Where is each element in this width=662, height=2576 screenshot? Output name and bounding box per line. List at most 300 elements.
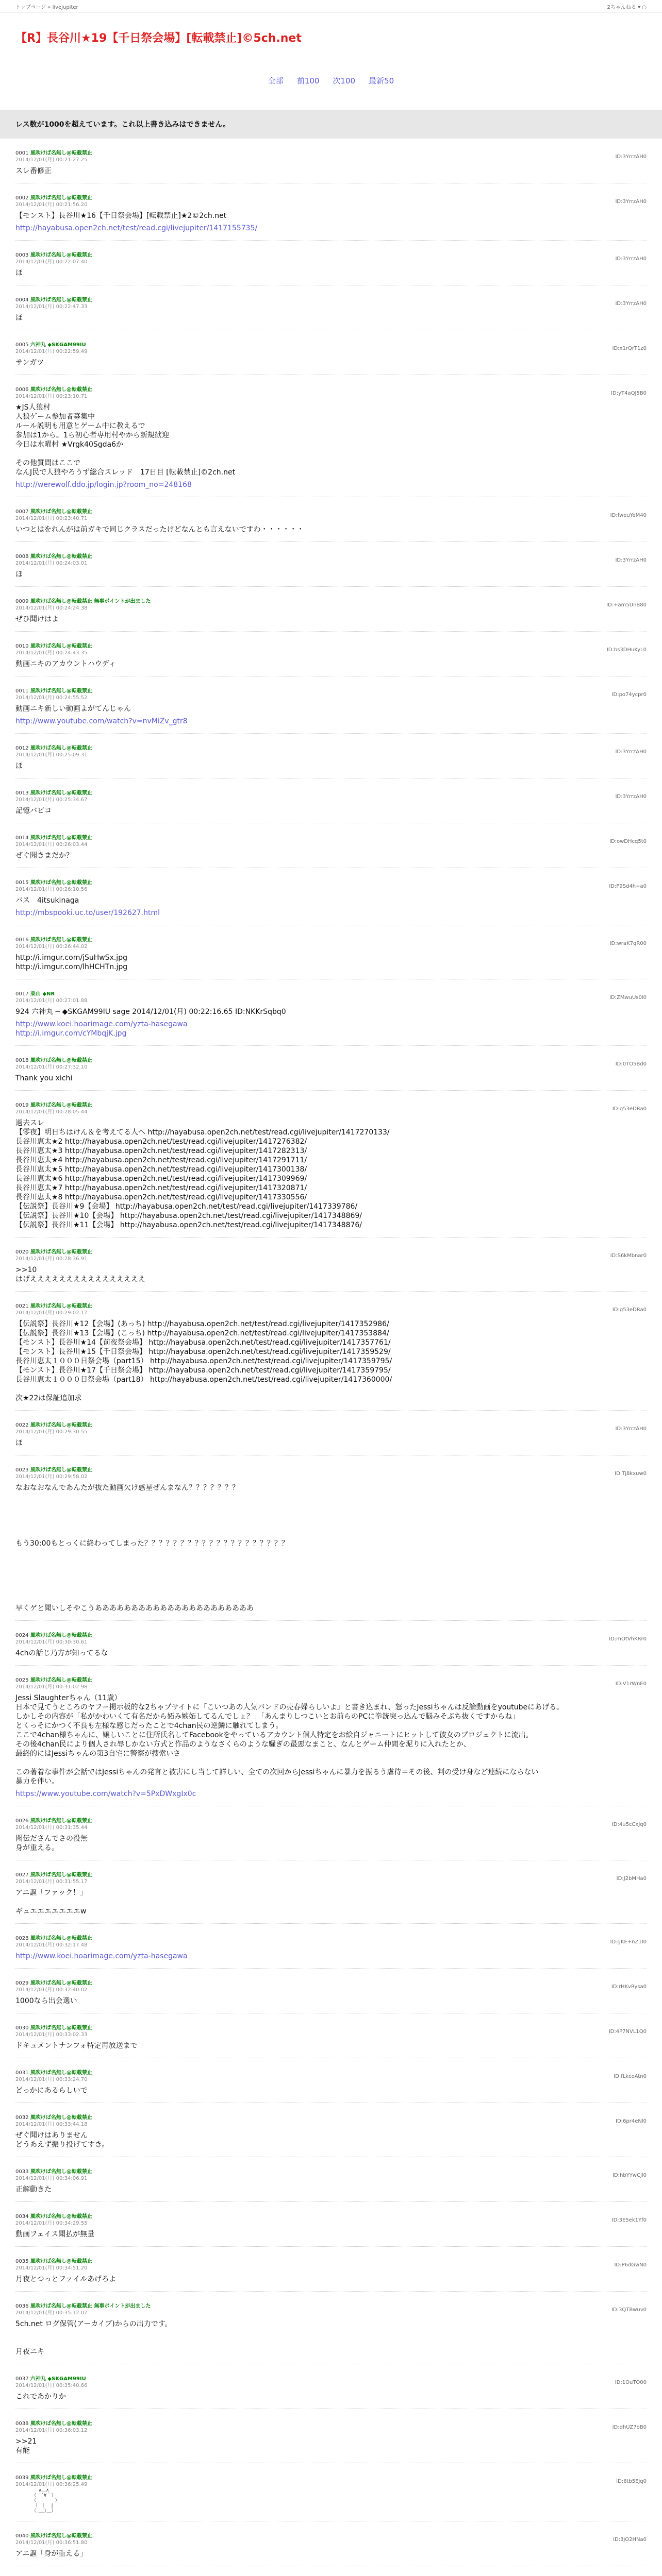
- post-id[interactable]: ID:bs3DHuKyL0: [606, 647, 647, 653]
- post: [15, 252, 647, 285]
- post: [15, 2025, 647, 2058]
- post-date: 2014/12/01(月) 00:36:25.49: [15, 2482, 88, 2487]
- post-body: ほ: [15, 570, 23, 579]
- nav-next100-link[interactable]: 次100: [333, 76, 356, 86]
- post-meta: [15, 2070, 647, 2083]
- post-body: 【伝説祭】長谷川★12【会場】(あっち) http://hayabusa.open2ch.net/test/read.cgi/livejupiter/1417352986/ 【伝説祭】長谷川★13【会場】(こっち) http://hayabusa.open2ch.net/test/read.cgi/livejupiter/1417353884/ 【モンスト】長谷川★14【前夜祭会場】 http://hayabusa.open2ch.net/test/read.cgi/livejupiter/1417357761/ 【モンスト】長谷川★15【千日祭会場】 http://hayabusa.open2ch.net/test/read.cgi/livejupiter/1417359529/ 長谷川恵太１０００日祭会場（part15） http://hayabusa.open2ch.net/test/read.cgi/livejupiter/1417359795/ 【モンスト】長谷川★17【千日祭会場】 http://hayabusa.open2ch.net/test/read.cgi/livejupiter/1417359795/ 長谷川恵太１０００日祭会場（part18） http://hayabusa.open2ch.net/test/read.cgi/livejupiter/1417360000/ 次★22は保証追加求: [15, 1320, 392, 1402]
- post-author: 風吹けば名無し@転載禁止: [28, 509, 92, 515]
- post-date: 2014/12/01(月) 00:31:55.17: [15, 1879, 88, 1885]
- post-meta: [15, 2025, 647, 2038]
- post-body: >>21 有能: [15, 2437, 37, 2455]
- post: [15, 1249, 647, 1292]
- post-number[interactable]: 0011: [15, 688, 29, 694]
- post-id[interactable]: ID:x1rQrT1z0: [612, 346, 647, 351]
- post-meta: [15, 1467, 647, 1480]
- post-number[interactable]: 0031: [15, 2070, 29, 2076]
- post-body: ぜぐ聞きまだか？: [15, 852, 73, 860]
- post: [15, 1467, 647, 1621]
- post-link[interactable]: http://www.koei.hoarimage.com/yzta-hasegawa http://i.imgur.com/cYMbqjK.jpg: [15, 1020, 188, 1038]
- post-author: 風吹けば名無し@転載禁止: [28, 745, 92, 751]
- post: [15, 2475, 647, 2521]
- thread-full-notice: レス数が1000を超えています。これ以上書き込みはできません。: [0, 110, 662, 139]
- post: [15, 1980, 647, 2013]
- post-meta: [15, 1632, 647, 1646]
- post-divider: [15, 2291, 647, 2292]
- post-author: 風吹けば名無し@転載禁止: [28, 688, 92, 694]
- post: [15, 643, 647, 676]
- post: [15, 150, 647, 183]
- post: [15, 688, 647, 734]
- post-meta: [15, 2213, 647, 2227]
- post-date: 2014/12/01(月) 00:33:24.70: [15, 2077, 88, 2082]
- post-id[interactable]: ID:mOtVhKRr0: [609, 1636, 647, 1642]
- post-author: 六神丸 ◆SKGAM99IU: [28, 2376, 86, 2382]
- post-date: 2014/12/01(月) 00:32:17.48: [15, 1942, 88, 1948]
- post: [15, 1935, 647, 1969]
- post-meta: [15, 1303, 647, 1316]
- post-id[interactable]: ID:3YrrzAH0: [615, 557, 647, 563]
- post-divider: [15, 1410, 647, 1411]
- post-divider: [15, 1620, 647, 1621]
- post-author: 風吹けば名無し@転載禁止: [28, 2475, 92, 2481]
- post-body: ぜひ聞けはよ: [15, 615, 59, 623]
- post-meta: [15, 1057, 647, 1071]
- post-divider: [15, 733, 647, 734]
- post-meta: [15, 1422, 647, 1435]
- post-number[interactable]: 0001: [15, 150, 29, 156]
- post-date: 2014/12/01(月) 00:26:44.02: [15, 944, 88, 950]
- post-body: >>10 はげええええええええええええええええ: [15, 1266, 145, 1283]
- post-author: 風吹けば名無し@転載禁止 無事ポイントが出ました: [28, 2303, 151, 2309]
- post-meta: [15, 297, 647, 310]
- post-divider: [15, 631, 647, 632]
- post-id[interactable]: ID:P9Sd4h+a0: [609, 884, 647, 889]
- post: [15, 1872, 647, 1924]
- post-date: 2014/12/01(月) 00:34:06.91: [15, 2176, 88, 2181]
- post-body: ほ: [15, 762, 23, 770]
- post-id[interactable]: ID:fweuYeM40: [610, 513, 647, 518]
- post-author: 風吹けば名無し@転載禁止: [28, 2115, 92, 2121]
- topbar-right-menu[interactable]: 2ちゃんねる ▾ ○: [607, 4, 647, 10]
- post-meta: [15, 688, 647, 701]
- post-id[interactable]: ID:+am5UnB80: [606, 602, 647, 608]
- post-link-wrapper: [15, 221, 647, 233]
- post-link[interactable]: http://www.koei.hoarimage.com/yzta-hasegawa: [15, 1952, 188, 1960]
- post-id[interactable]: ID:wraK7qR00: [609, 941, 647, 946]
- post-meta: [15, 745, 647, 758]
- post-meta: [15, 790, 647, 803]
- post-date: 2014/12/01(月) 00:27:01.88: [15, 998, 88, 1004]
- post-date: 2014/12/01(月) 00:27:32.10: [15, 1064, 88, 1070]
- post-author: 風吹けば名無し@転載禁止: [28, 2533, 92, 2539]
- post: [15, 2376, 647, 2409]
- post-date: 2014/12/01(月) 00:36:51.80: [15, 2540, 88, 2546]
- post-date: 2014/12/01(月) 00:32:40.02: [15, 1987, 88, 1993]
- post-link[interactable]: http://werewolf.ddo.jp/login.jp?room_no=248168: [15, 481, 192, 489]
- post-meta: [15, 509, 647, 522]
- post-meta: [15, 937, 647, 950]
- breadcrumb[interactable]: トップページ » livejupiter: [15, 4, 78, 10]
- post-number[interactable]: 0020: [15, 1249, 29, 1255]
- post-author: 風吹けば名無し@転載禁止: [28, 150, 92, 156]
- post-divider: [15, 1665, 647, 1666]
- post-body: 4chの話じ乃方が知ってるな: [15, 1649, 108, 1657]
- post-number[interactable]: 0013: [15, 790, 29, 796]
- thread-nav: [15, 75, 647, 86]
- post-number[interactable]: 0002: [15, 195, 29, 201]
- post-body: ドキュメントナンフォ特定再放送まで: [15, 2042, 138, 2050]
- post-author: 風吹けば名無し@転載禁止: [28, 790, 92, 796]
- post-author: 六神丸 ◆SKGAM99IU: [28, 342, 86, 348]
- post-author: 風吹けば名無し@転載禁止: [28, 1677, 92, 1683]
- post-body: どっかにあるらしいで: [15, 2087, 88, 2095]
- post-id[interactable]: ID:3E5ek1Yf0: [611, 2217, 647, 2223]
- post-meta: [15, 2376, 647, 2389]
- post-date: 2014/12/01(月) 00:36:03.12: [15, 2428, 88, 2433]
- post-link-wrapper: [15, 1016, 647, 1038]
- post-body: アニ謳「ファック！」 ギュエエエエエエエw: [15, 1889, 88, 1916]
- post-body: アニ謳「身が重える」: [15, 2550, 88, 2558]
- post-number[interactable]: 0021: [15, 1303, 29, 1309]
- post-body: 1000なら出会選い: [15, 1997, 77, 2005]
- post-meta: [15, 252, 647, 265]
- post-number[interactable]: 0035: [15, 2259, 29, 2264]
- post-author: 風吹けば名無し@転載禁止: [28, 1936, 92, 1941]
- post-date: 2014/12/01(月) 00:22:47.33: [15, 304, 88, 310]
- post-number[interactable]: 0032: [15, 2115, 29, 2121]
- post-meta: [15, 342, 647, 355]
- post: [15, 790, 647, 823]
- post-date: 2014/12/01(月) 00:24:24.38: [15, 605, 88, 611]
- post-date: 2014/12/01(月) 00:33:02.33: [15, 2032, 88, 2038]
- post-number[interactable]: 0017: [15, 991, 29, 997]
- post-link-wrapper: [15, 477, 647, 489]
- post-date: 2014/12/01(月) 00:25:09.31: [15, 752, 88, 758]
- post-divider: [15, 1968, 647, 1969]
- post-author: 風吹けば名無し@転載禁止: [28, 2169, 92, 2175]
- post-id[interactable]: ID:3YrrzAH0: [615, 749, 647, 755]
- post-meta: [15, 2475, 647, 2488]
- post: [15, 2213, 647, 2247]
- post-number[interactable]: 0037: [15, 2376, 29, 2382]
- post-author: 風吹けば名無し@転載禁止: [28, 2259, 92, 2264]
- post-author: 風吹けば名無し@転載禁止: [28, 1103, 92, 1108]
- post: [15, 1632, 647, 1666]
- post-author: 風吹けば名無し@転載禁止: [28, 1422, 92, 1428]
- post-divider: [15, 586, 647, 587]
- post-link-wrapper: [15, 1786, 647, 1799]
- post-meta: [15, 2258, 647, 2272]
- post-meta: [15, 835, 647, 848]
- post-author: 風吹けば名無し@転載禁止: [28, 2070, 92, 2076]
- topbar: [0, 0, 662, 13]
- post: [15, 937, 647, 979]
- post-body: バス 4itsukinaga: [15, 896, 79, 905]
- post-link-wrapper: [15, 714, 647, 726]
- post-meta: [15, 879, 647, 893]
- post-date: 2014/12/01(月) 00:28:36.91: [15, 1256, 88, 1262]
- post-number[interactable]: 0039: [15, 2475, 29, 2481]
- post-number[interactable]: 0030: [15, 2025, 29, 2031]
- post-date: 2014/12/01(月) 00:34:29.55: [15, 2221, 88, 2226]
- post-body: 【モンスト】長谷川★16【千日祭会場】[転載禁止]★2©2ch.net: [15, 212, 227, 220]
- post: [15, 2303, 647, 2364]
- post-number[interactable]: 0005: [15, 342, 29, 348]
- post-number[interactable]: 0014: [15, 835, 29, 841]
- post-body: 動画フェイス聞払が無量: [15, 2230, 95, 2239]
- post-meta: [15, 2533, 647, 2546]
- post-divider: [15, 240, 647, 241]
- post-id[interactable]: ID:g53eDRa0: [612, 1307, 647, 1313]
- post: [15, 745, 647, 778]
- post-meta: [15, 2114, 647, 2128]
- post-divider: [15, 2201, 647, 2202]
- post-author: 風吹けば名無し@転載禁止: [28, 1467, 92, 1473]
- post-id[interactable]: ID:hbYYwCjl0: [612, 2173, 647, 2178]
- post-id[interactable]: ID:rHKvRysa0: [611, 1984, 647, 1990]
- post-number[interactable]: 0025: [15, 1677, 29, 1683]
- post-id[interactable]: ID:gKE+nZ1I0: [610, 1939, 647, 1945]
- post-date: 2014/12/01(月) 00:28:05.44: [15, 1109, 88, 1115]
- post: [15, 835, 647, 868]
- post-date: 2014/12/01(月) 00:26:10.56: [15, 887, 88, 892]
- post-number[interactable]: 0019: [15, 1103, 29, 1108]
- post-meta: [15, 150, 647, 163]
- post-meta: [15, 2303, 647, 2316]
- post: [15, 2420, 647, 2463]
- post-date: 2014/12/01(月) 00:29:58.02: [15, 1474, 88, 1480]
- post-id[interactable]: ID:0TO5Bd0: [615, 1061, 647, 1067]
- post-id[interactable]: ID:4u5cCxJq0: [611, 1822, 647, 1827]
- post-number[interactable]: 0006: [15, 387, 29, 393]
- post-date: 2014/12/01(月) 00:35:12.07: [15, 2310, 88, 2316]
- post-author: 風吹けば名無し@転載禁止: [28, 2421, 92, 2427]
- post-meta: [15, 598, 647, 612]
- post-body: 5ch.net ログ保管(アーカイブ)からの出力です。 月夜ニキ: [15, 2320, 172, 2356]
- post-id[interactable]: ID:yT4aQJ5B0: [611, 391, 647, 396]
- post-number[interactable]: 0040: [15, 2533, 29, 2539]
- post-id[interactable]: ID:3QTBwuv0: [611, 2307, 647, 2313]
- post: [15, 2533, 647, 2566]
- post-author: 風吹けば名無し@転載禁止: [28, 387, 92, 393]
- post-number[interactable]: 0007: [15, 509, 29, 515]
- post-id[interactable]: ID:po74ycpr0: [611, 692, 647, 698]
- post-author: 風吹けば名無し@転載禁止: [28, 1633, 92, 1638]
- post-date: 2014/12/01(月) 00:23:10.71: [15, 394, 88, 399]
- post-body: 動画ニキのアカウントハウディ: [15, 660, 116, 668]
- post-link[interactable]: https://www.youtube.com/watch?v=5PxDWxgIx0c: [15, 1790, 196, 1798]
- post-author: 風吹けば名無し@転載禁止: [28, 937, 92, 943]
- post-body: なおなおなんであんたが抜た動画欠け惑星ぜんまなん？？？？？？？ もう30:00もとっくに終わってしまった？？？？？？？？？？？？？？？？？？？？ 早くゲと聞いしそやこうああああああああああああああああああああああ: [15, 1484, 289, 1613]
- post-number[interactable]: 0024: [15, 1633, 29, 1638]
- post-body: 924 六神丸 ─ ◆SKGAM99IU sage 2014/12/01(月) 00:22:16.65 ID:NKKrSqbq0: [15, 1008, 286, 1016]
- post-link-wrapper: [15, 905, 647, 918]
- post-number[interactable]: 0036: [15, 2303, 29, 2309]
- post-body: ほ: [15, 269, 23, 277]
- post-author: 風吹けば名無し@転載禁止: [28, 195, 92, 201]
- post-author: 風吹けば名無し@転載禁止 無事ポイントが出ました: [28, 599, 151, 604]
- post-date: 2014/12/01(月) 00:22:07.40: [15, 259, 88, 265]
- post-date: 2014/12/01(月) 00:34:51.20: [15, 2265, 88, 2271]
- post-date: 2014/12/01(月) 00:24:43.35: [15, 650, 88, 656]
- post-divider: [15, 541, 647, 542]
- post-author: 風吹けば名無し@転載禁止: [28, 880, 92, 886]
- post-id[interactable]: ID:3YrrzAH0: [615, 301, 647, 307]
- post-body: 記憶バビコ: [15, 807, 52, 815]
- post-date: 2014/12/01(月) 00:31:35.44: [15, 1825, 88, 1831]
- post-author: 風吹けば名無し@転載禁止: [28, 835, 92, 841]
- post-date: 2014/12/01(月) 00:21:56.20: [15, 202, 88, 208]
- post-number[interactable]: 0022: [15, 1422, 29, 1428]
- post-meta: [15, 1935, 647, 1948]
- post-id[interactable]: ID:4P7NVL1Q0: [608, 2029, 647, 2035]
- post-meta: [15, 991, 647, 1004]
- post: [15, 2070, 647, 2103]
- nav-prev100-link[interactable]: 前100: [296, 76, 320, 86]
- post-number[interactable]: 0029: [15, 1980, 29, 1986]
- post: [15, 1818, 647, 1860]
- post-id[interactable]: ID:6tb5Ejq0: [616, 2479, 647, 2484]
- post: [15, 342, 647, 375]
- post-id[interactable]: ID:Tj8kxuw0: [615, 1471, 647, 1477]
- post-id[interactable]: ID:3YrrzAH0: [615, 794, 647, 800]
- post-date: 2014/12/01(月) 00:25:34.67: [15, 797, 88, 803]
- post-meta: [15, 1249, 647, 1262]
- post-id[interactable]: ID:3YrrzAH0: [615, 256, 647, 262]
- post-meta: [15, 1102, 647, 1115]
- post: [15, 553, 647, 587]
- post-date: 2014/12/01(月) 00:35:40.66: [15, 2383, 88, 2388]
- post-number[interactable]: 0004: [15, 297, 29, 303]
- post-date: 2014/12/01(月) 00:29:30.55: [15, 1429, 88, 1435]
- post-id[interactable]: ID:P6dGwN0: [614, 2262, 647, 2268]
- post-meta: [15, 195, 647, 208]
- post-number[interactable]: 0023: [15, 1467, 29, 1473]
- post-body: ほ: [15, 314, 23, 322]
- post-id[interactable]: ID:3YrrzAH0: [615, 199, 647, 205]
- post-author: 風吹けば名無し@転載禁止: [28, 2214, 92, 2219]
- post-id[interactable]: ID:V1rWnE0: [615, 1681, 647, 1687]
- post-meta: [15, 1677, 647, 1690]
- post-link[interactable]: http://hayabusa.open2ch.net/test/read.cgi/livejupiter/1417155735/: [15, 224, 258, 232]
- post-id[interactable]: ID:ZMwuUs0l0: [609, 995, 647, 1001]
- post-author: 風吹けば名無し@転載禁止: [28, 1980, 92, 1986]
- post-body: Thank you xichi: [15, 1074, 73, 1082]
- post-meta: [15, 1980, 647, 1993]
- post-number[interactable]: 0018: [15, 1058, 29, 1063]
- post-date: 2014/12/01(月) 00:24:03.01: [15, 561, 88, 566]
- page-title: 【R】長谷川★19【千日祭会場】[転載禁止]©5ch.net: [15, 32, 302, 45]
- post-number[interactable]: 0028: [15, 1936, 29, 1941]
- post-number[interactable]: 0038: [15, 2421, 29, 2427]
- post-divider: [15, 1090, 647, 1091]
- post-body: http://i.imgur.com/jSuHwSx.jpg http://i.imgur.com/lhHCHTn.jpg: [15, 954, 128, 971]
- post-link[interactable]: http://mbspooki.uc.to/user/192627.html: [15, 909, 160, 917]
- post-body: 動画ニキ新しい動画よがてんじゃん: [15, 705, 131, 713]
- post-meta: [15, 1818, 647, 1831]
- post-author: 風吹けば名無し@転載禁止: [28, 252, 92, 258]
- post-number[interactable]: 0003: [15, 252, 29, 258]
- post-number[interactable]: 0027: [15, 1872, 29, 1878]
- post-divider: [15, 1923, 647, 1924]
- post-number[interactable]: 0033: [15, 2169, 29, 2175]
- post-id[interactable]: ID:3YrrzAH0: [615, 1426, 647, 1432]
- post-number[interactable]: 0026: [15, 1818, 29, 1824]
- header: [0, 13, 662, 94]
- post-divider: [15, 1237, 647, 1238]
- post-id[interactable]: ID:1OuTO00: [615, 2380, 647, 2385]
- post-date: 2014/12/01(月) 00:24:55.52: [15, 695, 88, 701]
- post-date: 2014/12/01(月) 00:30:30.61: [15, 1639, 88, 1645]
- post: [15, 1057, 647, 1091]
- post-author: 風吹けば名無し@転載禁止: [28, 1303, 92, 1309]
- post: [15, 1422, 647, 1455]
- post-id[interactable]: ID:6pr4eNl0: [616, 2119, 647, 2124]
- nav-all-link[interactable]: 全部: [268, 76, 284, 86]
- post-id[interactable]: ID:dhUZ7oB0: [612, 2425, 647, 2430]
- post-id[interactable]: ID:fLkcoAtn0: [614, 2074, 647, 2079]
- post-id[interactable]: ID:3jO2HNa0: [613, 2537, 647, 2543]
- post-body: これであかりか: [15, 2393, 66, 2401]
- post-author: 栗山 ◆NR: [28, 991, 55, 997]
- ascii-art: ∧＿∧ （ ´∀｀） （ ） ｜ ｜ | （_＿)＿）: [34, 2488, 60, 2514]
- post-number[interactable]: 0015: [15, 880, 29, 886]
- post-number[interactable]: 0008: [15, 554, 29, 560]
- post-meta: [15, 386, 647, 400]
- post-body: 過去スレ 【零夜】明日ちはけん＆を考えてる人へ http://hayabusa.open2ch.net/test/read.cgi/livejupiter/1417270133/ 長谷川恵太★2 http://hayabusa.open2ch.net/test/read.cgi/livejupiter/1417276382/ 長谷川恵太★3 http://hayabusa.open2ch.net/test/read.cgi/livejupiter/1417282313/ 長谷川恵太★4 http://hayabusa.open2ch.net/test/read.cgi/livejupiter/1417291711/ 長谷川恵太★5 http://hayabusa.open2ch.net/test/read.cgi/livejupiter/1417300138/ 長谷川恵太★6 http://hayabusa.open2ch.net/test/read.cgi/livejupiter/1417309969/ 長谷川恵太★7 http://hayabusa.open2ch.net/test/read.cgi/livejupiter/1417320871/ 長谷川恵太★8 http://hayabusa.open2ch.net/test/read.cgi/livejupiter/1417330556/ 【伝説祭】長谷川★9【会場】 http://hayabusa.open2ch.net/test/read.cgi/livejupiter/1417339786/ 【伝説祭】長谷川★10【会場】 http://hayabusa.open2ch.net/test/read.cgi/livejupiter/1417348869/ 【伝説祭】長谷川★11【会場】 http://hayabusa.open2ch.net/test/read.cgi/livejupiter/1417348876/: [15, 1119, 390, 1229]
- post-id[interactable]: ID:owDHcq5t0: [609, 839, 647, 844]
- post: [15, 2114, 647, 2157]
- post: [15, 879, 647, 925]
- post-author: 風吹けば名無し@転載禁止: [28, 554, 92, 560]
- post: [15, 991, 647, 1046]
- post-number[interactable]: 0012: [15, 745, 29, 751]
- post-number[interactable]: 0009: [15, 599, 29, 604]
- post-author: 風吹けば名無し@転載禁止: [28, 2025, 92, 2031]
- post-date: 2014/12/01(月) 00:31:02.98: [15, 1684, 88, 1690]
- post-author: 風吹けば名無し@転載禁止: [28, 1249, 92, 1255]
- post: [15, 2168, 647, 2202]
- post-id[interactable]: ID:3YrrzAH0: [615, 154, 647, 160]
- post-id[interactable]: ID:S6kMbnar0: [610, 1253, 647, 1259]
- post: [15, 386, 647, 497]
- post: [15, 2258, 647, 2292]
- post-link[interactable]: http://www.youtube.com/watch?v=nvMiZv_gtr8: [15, 717, 188, 725]
- post-id[interactable]: ID:J2bMHa0: [616, 1876, 647, 1882]
- nav-latest50-link[interactable]: 最新50: [369, 76, 394, 86]
- post-divider: [15, 2246, 647, 2247]
- post-body: ぜぐ聞けはありません どうあえず振り投げてすき。: [15, 2131, 109, 2149]
- post-body: 聞伝ださんでさの役無 身が重える。: [15, 1835, 88, 1852]
- post-number[interactable]: 0016: [15, 937, 29, 943]
- post-body: ★JS人狼村 人狼ゲーム参加者募集中 ルール説明も用意とゲーム中に教えるで 参加は1から。1ら初心者専用村やから新規歓迎 今日は水曜村 ★Vrgk40Sgda6か その他質問はここで なんJ民で人狼やろうず総合スレッド 17日目 [転載禁止]©2ch.net: [15, 403, 236, 477]
- post-number[interactable]: 0010: [15, 643, 29, 649]
- post-date: 2014/12/01(月) 00:21:27.25: [15, 157, 88, 163]
- post: [15, 1303, 647, 1411]
- post-meta: [15, 643, 647, 656]
- post-author: 風吹けば名無し@転載禁止: [28, 643, 92, 649]
- post-date: 2014/12/01(月) 00:23:40.71: [15, 516, 88, 521]
- post-body: いつとはをれんがは前ガキで同じクラスだったけどなんとも言えないですわ・・・・・・: [15, 526, 304, 534]
- post-meta: [15, 1872, 647, 1885]
- post: [15, 195, 647, 241]
- post-author: 風吹けば名無し@転載禁止: [28, 1058, 92, 1063]
- post-date: 2014/12/01(月) 00:22:59.49: [15, 349, 88, 354]
- post-date: 2014/12/01(月) 00:26:03.44: [15, 842, 88, 848]
- post-number[interactable]: 0034: [15, 2214, 29, 2219]
- post-id[interactable]: ID:g53eDRa0: [612, 1106, 647, 1112]
- post-body: 月夜とつっとファイルあげろよ: [15, 2275, 117, 2283]
